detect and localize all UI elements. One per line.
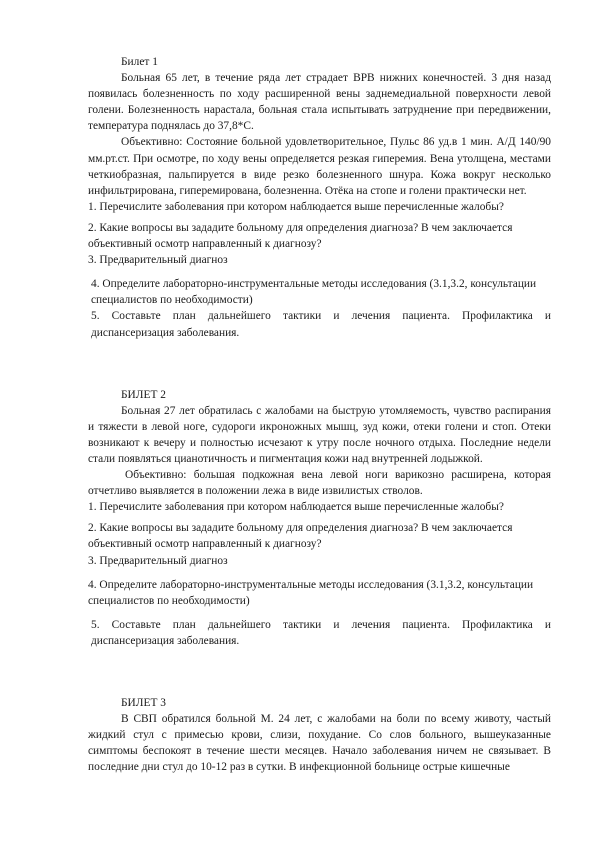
question-5: 5. Составьте план дальнейшего тактики и лечения пациента. Профилактика и диспансеризация заболевания. (91, 618, 551, 647)
question-3: 3. Предварительный диагноз (88, 254, 228, 267)
ticket-2 (88, 387, 551, 649)
document-page (88, 54, 551, 775)
question-2: 2. Какие вопросы вы зададите больному для определения диагноза? В чем заключается объективный осмотр направленный к диагнозу? (88, 221, 513, 251)
ticket-title: БИЛЕТ 3 (121, 697, 166, 709)
question-5: 5. Составьте план дальнейшего тактики и лечения пациента. Профилактика и диспансеризация заболевания. (91, 310, 551, 339)
ticket-1 (88, 54, 551, 341)
question-1: 1. Перечислите заболевания при котором наблюдается выше перечисленные жалобы? (88, 501, 504, 514)
objective-paragraph: Объективно: Состояние больной удовлетворительное, Пульс 86 уд.в 1 мин. А/Д 140/90 мм.рт.ст. При осмотре, по ходу вены определяется резкая гиперемия. Вена утолщена, местами четкиобразная, пальпируется в виде резко болезненного шнура. Кожа вокруг несколько инфильтрирована, гиперемирована, болезненна. Отёка на стопе и голени практически нет. (88, 136, 551, 197)
complaint-paragraph: Больная 27 лет обратилась с жалобами на быструю утомляемость, чувство распирания и тяжести в левой ноге, судороги икроножных мышц, зуд кожи, отеки голени и стоп. Отеки возникают к вечеру и полностью исчезают к утру после ночного отдыха. Последние недели стали появляться цианотичность и пигментация кожи над внутренней лодыжкой. (88, 404, 551, 465)
question-4: 4. Определите лабораторно-инструментальные методы исследования (3.1,3.2, консультации специалистов по необходимости) (91, 278, 537, 307)
question-3: 3. Предварительный диагноз (88, 554, 228, 567)
ticket-title: Билет 1 (121, 56, 158, 68)
ticket-title: БИЛЕТ 2 (121, 388, 166, 401)
objective-paragraph: Объективно: большая подкожная вена левой ноги варикозно расширена, которая отчетливо выявляется в положении лежа в виде извилистых стволов. (88, 469, 551, 498)
question-2: 2. Какие вопросы вы зададите больному для определения диагноза? В чем заключается объективный осмотр направленный к диагнозу? (88, 522, 513, 551)
question-4: 4. Определите лабораторно-инструментальные методы исследования (3.1,3.2, консультации специалистов по необходимости) (88, 578, 534, 607)
complaint-paragraph: В СВП обратился больной М. 24 лет, с жалобами на боли по всему животу, частый жидкий стул с примесью крови, слизи, похудание. Со слов больного, вышеуказанные симптомы беспокоят в течение шести месяцев. Начало заболевания ничем не связывает. В последние дни стул до 10-12 раз в сутки. В инфекционной больнице острые кишечные (88, 713, 551, 774)
ticket-3 (88, 695, 551, 775)
complaint-paragraph: Больная 65 лет, в течение ряда лет страдает ВРВ нижних конечностей. 3 дня назад появилась болезненность по ходу расширенной вены заднемедиальной поверхности левой голени. Болезненность нарастала, больная стала испытывать затруднение при передвижении, температура поднялась до 37,8*С. (88, 72, 551, 133)
question-1: 1. Перечислите заболевания при котором наблюдается выше перечисленные жалобы? (88, 200, 504, 213)
